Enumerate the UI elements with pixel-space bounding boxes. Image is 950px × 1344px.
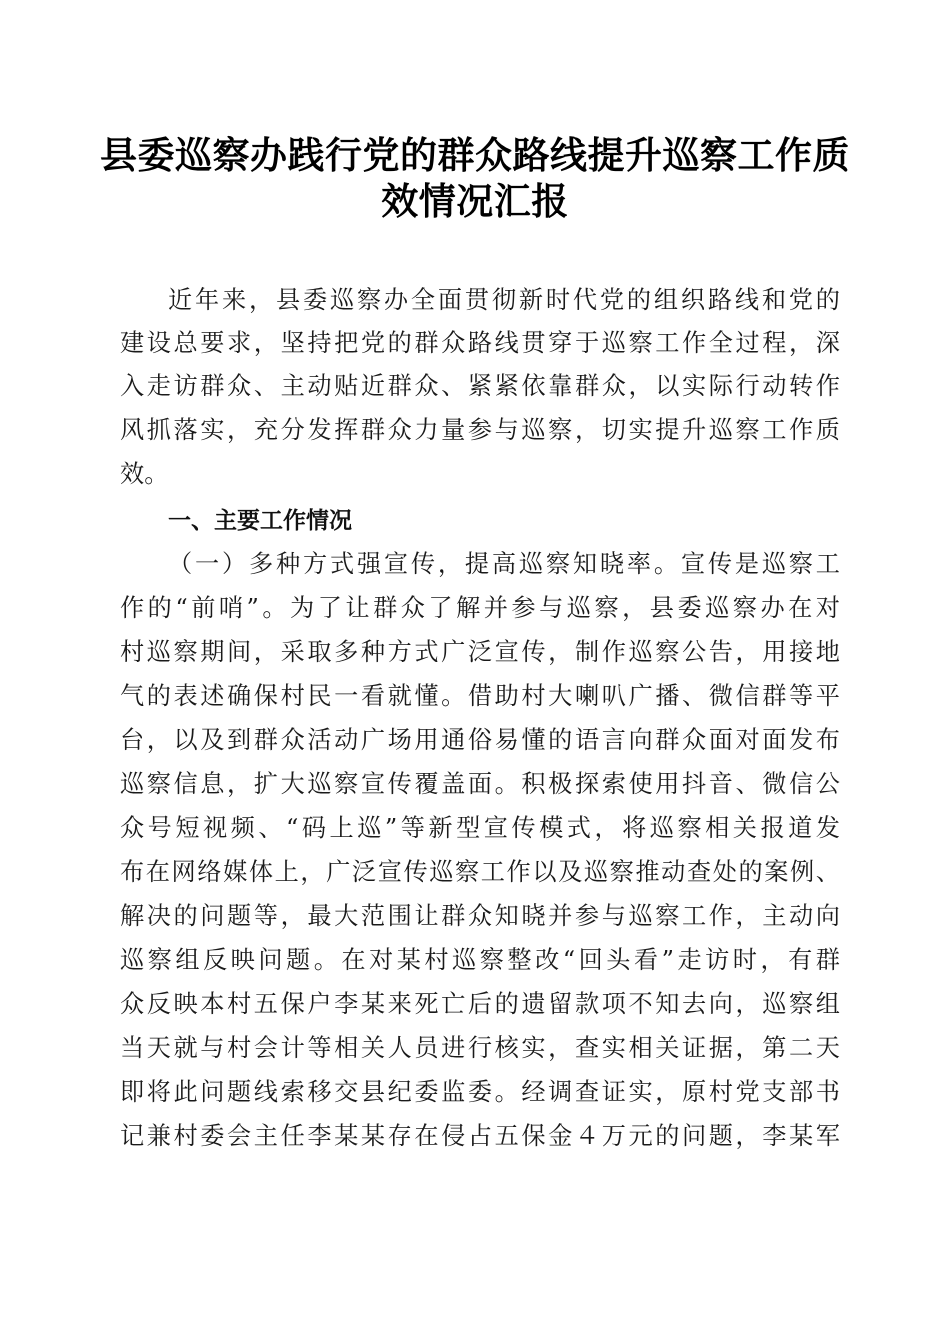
body-line-6: 巡察信息，扩大巡察宣传覆盖面。积极探索使用抖音、微信公 — [120, 770, 840, 798]
section-heading: 一、主要工作情况 — [168, 508, 352, 534]
body-line-11: 众反映本村五保户李某来死亡后的遗留款项不知去向，巡察组 — [120, 990, 840, 1018]
body-line-3: 村巡察期间，采取多种方式广泛宣传，制作巡察公告，用接地 — [120, 638, 840, 666]
body-line-4: 气的表述确保村民一看就懂。借助村大喇叭广播、微信群等平 — [120, 682, 840, 710]
intro-line-2: 建设总要求，坚持把党的群众路线贯穿于巡察工作全过程，深 — [120, 329, 840, 357]
body-line-2: 作的“前哨”。为了让群众了解并参与巡察，县委巡察办在对 — [120, 594, 840, 622]
title-line-1: 县委巡察办践行党的群众路线提升巡察工作质 — [100, 133, 850, 177]
body-line-5: 台，以及到群众活动广场用通俗易懂的语言向群众面对面发布 — [120, 726, 840, 754]
body-line-7: 众号短视频、“码上巡”等新型宣传模式，将巡察相关报道发 — [120, 814, 840, 842]
title-line-2: 效情况汇报 — [381, 179, 569, 223]
intro-line-1: 近年来，县委巡察办全面贯彻新时代党的组织路线和党的 — [168, 286, 840, 314]
document-title — [100, 132, 850, 224]
body-line-14: 记兼村委会主任李某某存在侵占五保金４万元的问题，李某军 — [120, 1122, 840, 1150]
body-line-10: 巡察组反映问题。在对某村巡察整改“回头看”走访时，有群 — [120, 946, 840, 974]
intro-line-3: 入走访群众、主动贴近群众、紧紧依靠群众，以实际行动转作 — [120, 372, 840, 400]
intro-line-4: 风抓落实，充分发挥群众力量参与巡察，切实提升巡察工作质 — [120, 416, 840, 444]
body-line-1: （一）多种方式强宣传，提高巡察知晓率。宣传是巡察工 — [168, 550, 840, 578]
body-line-13: 即将此问题线索移交县纪委监委。经调查证实，原村党支部书 — [120, 1078, 840, 1106]
intro-line-5: 效。 — [120, 460, 169, 488]
body-line-9: 解决的问题等，最大范围让群众知晓并参与巡察工作，主动向 — [120, 902, 840, 930]
body-line-8: 布在网络媒体上，广泛宣传巡察工作以及巡察推动查处的案例、 — [120, 858, 840, 886]
body-line-12: 当天就与村会计等相关人员进行核实，查实相关证据，第二天 — [120, 1034, 840, 1062]
